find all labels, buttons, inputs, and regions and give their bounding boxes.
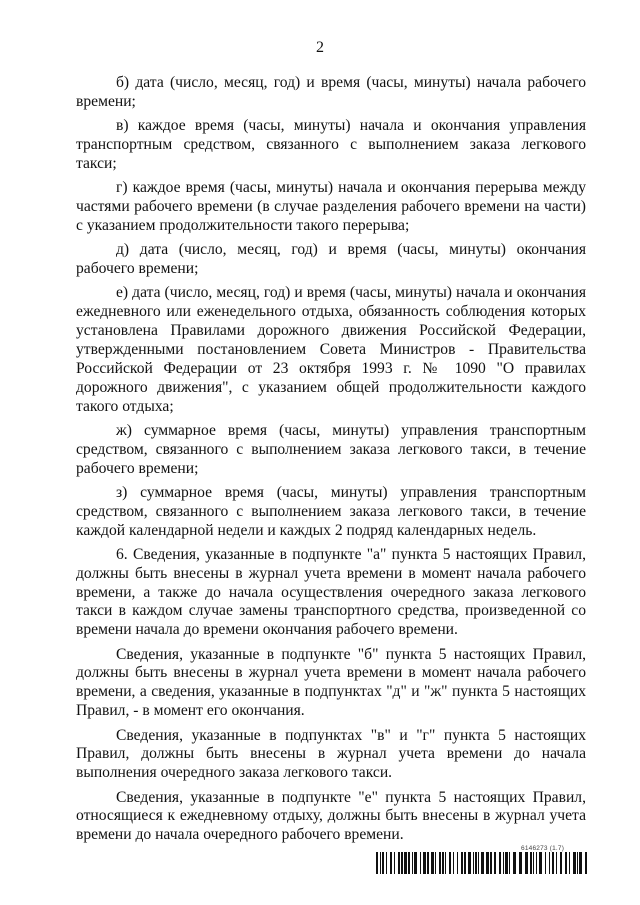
paragraph-z: з) суммарное время (часы, минуты) управления транспортным средством, связанного с выполнением заказа легкового такси, в течение каждой календарной недели и каждых 2 подряд календарных недель. xyxy=(76,483,586,539)
paragraph-d: д) дата (число, месяц, год) и время (часы, минуты) окончания рабочего времени; xyxy=(76,241,586,278)
paragraph-g: г) каждое время (часы, минуты) начала и окончания перерыва между частями рабочего времени (в случае разделения рабочего времени на части) с указанием продолжительности такого перерыва; xyxy=(76,179,586,234)
paragraph-6-e: Сведения, указанные в подпункте "е" пункта 5 настоящих Правил, относящиеся к ежедневному отдыху, должны быть внесены в журнал учета времени до начала очередного рабочего времени. xyxy=(76,788,586,844)
paragraph-v: в) каждое время (часы, минуты) начала и окончания управления транспортным средством, связанного с выполнением заказа легкового такси; xyxy=(76,117,586,172)
barcode xyxy=(376,852,588,874)
paragraph-6: 6. Сведения, указанные в подпункте "а" пункта 5 настоящих Правил, должны быть внесены в журнал учета времени в момент начала рабочего времени, а также до начала осуществления очередного заказа легкового такси в каждом случае замены транспортного средства, произведенной со времени начала до времени окончания рабочего времени. xyxy=(76,545,586,639)
paragraph-6-v-g: Сведения, указанные в подпунктах "в" и "г" пункта 5 настоящих Правил, должны быть внесены в журнал учета времени до начала выполнения очередного заказа легкового такси. xyxy=(76,726,586,782)
paragraph-6-b: Сведения, указанные в подпункте "б" пункта 5 настоящих Правил, должны быть внесены в журнал учета времени в момент начала рабочего времени, а сведения, указанные в подпунктах "д" и "ж" пункта 5 настоящих Правил, - в момент его окончания. xyxy=(76,645,586,720)
paragraph-e: е) дата (число, месяц, год) и время (часы, минуты) начала и окончания ежедневного или еженедельного отдыха, обязанность соблюдения которых установлена Правилами дорожного движения Российской Федерации, утвержденными постановлением Совета Министров - Правительства Российской Федерации от 23 октября 1993 г. № 1090 "О правилах дорожного движения", с указанием общей продолжительности каждого такого отдыха; xyxy=(76,284,586,415)
document-body xyxy=(76,74,586,851)
paragraph-b: б) дата (число, месяц, год) и время (часы, минуты) начала рабочего времени; xyxy=(76,74,586,110)
paragraph-zh: ж) суммарное время (часы, минуты) управления транспортным средством, связанного с выполнением заказа легкового такси, в течение рабочего времени; xyxy=(76,421,586,477)
page-number: 2 xyxy=(316,39,324,56)
document-code: 6146273 (1.7) xyxy=(521,845,565,852)
